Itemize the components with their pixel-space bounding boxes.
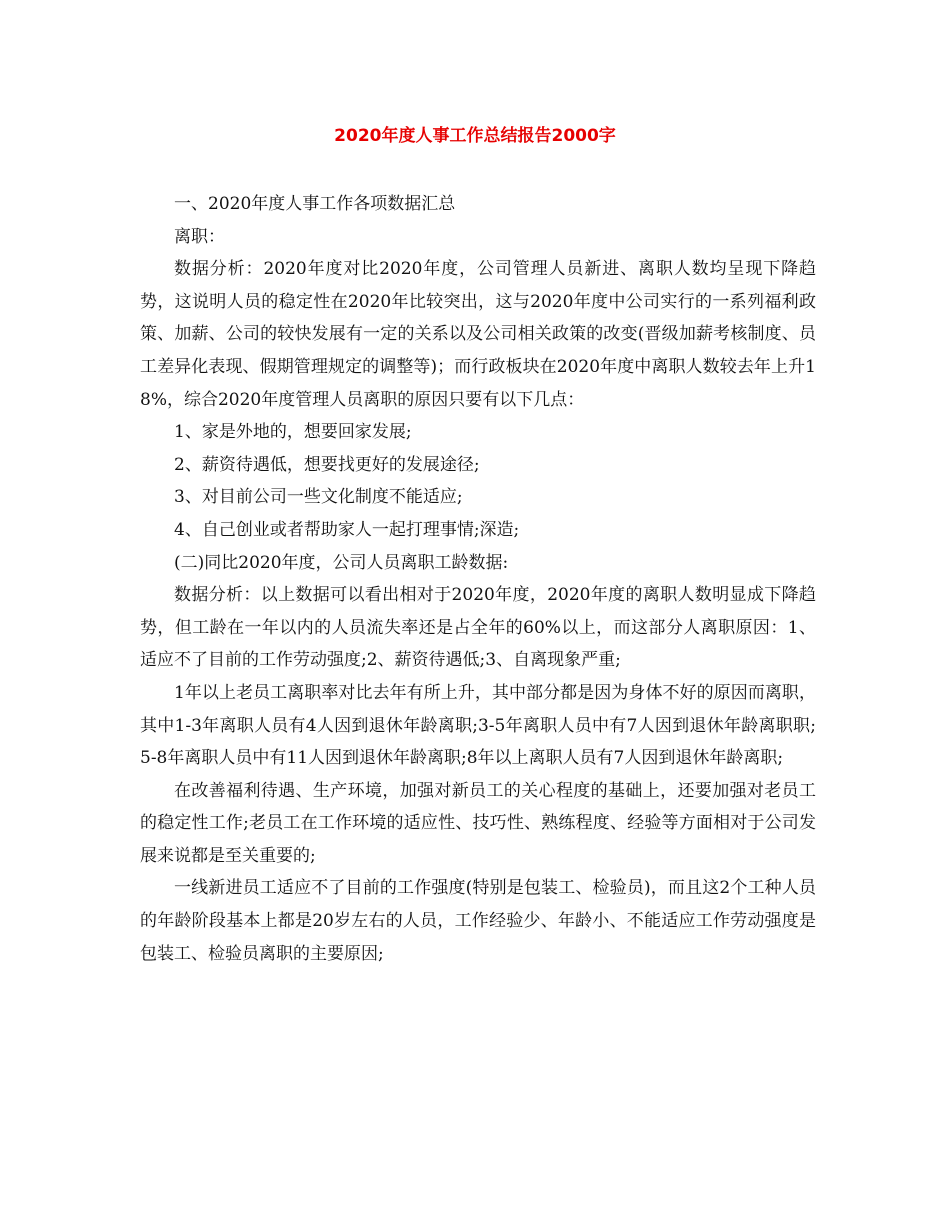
list-item: 1、家是外地的，想要回家发展;	[174, 422, 412, 443]
subsection-heading: (二)同比2020年度，公司人员离职工龄数据:	[174, 552, 509, 573]
paragraph: 数据分析：以上数据可以看出相对于2020年度，2020年度的离职人数明显成下降趋势，但工龄在一年以内的人员流失率还是占全年的60%以上，而这部分人离职原因：1、适应不了目前的工作劳动强度;2、薪资待遇低;3、自离现象严重;	[140, 585, 816, 671]
section-heading: 一、2020年度人事工作各项数据汇总	[174, 194, 456, 214]
paragraph: 数据分析：2020年度对比2020年度，公司管理人员新进、离职人数均呈现下降趋势，这说明人员的稳定性在2020年比较突出，这与2020年度中公司实行的一系列福利政策、加薪、公司的较快发展有一定的关系以及公司相关政策的改变(晋级加薪考核制度、员工差异化表现、假期管理规定的调整等)；而行政板块在2020年度中离职人数较去年上升18%，综合2020年度管理人员离职的原因只要有以下几点：	[140, 259, 816, 410]
list-item: 2、薪资待遇低，想要找更好的发展途径;	[174, 454, 480, 475]
list-item: 4、自己创业或者帮助家人一起打理事情;深造;	[174, 519, 520, 540]
subsection-label: 离职：	[174, 226, 225, 247]
document-body	[140, 188, 816, 970]
document-title: 2020年度人事工作总结报告2000字	[334, 126, 616, 146]
paragraph: 一线新进员工适应不了目前的工作强度(特别是包装工、检验员)，而且这2个工种人员的年龄阶段基本上都是20岁左右的人员，工作经验少、年龄小、不能适应工作劳动强度是包装工、检验员离职的主要原因;	[140, 878, 816, 964]
paragraph: 1年以上老员工离职率对比去年有所上升，其中部分都是因为身体不好的原因而离职，其中1-3年离职人员有4人因到退休年龄离职;3-5年离职人员中有7人因到退休年龄离职职;5-8年离职人员中有11人因到退休年龄离职;8年以上离职人员有7人因到退休年龄离职;	[140, 682, 816, 769]
paragraph: 在改善福利待遇、生产环境，加强对新员工的关心程度的基础上，还要加强对老员工的稳定性工作;老员工在工作环境的适应性、技巧性、熟练程度、经验等方面相对于公司发展来说都是至关重要的;	[140, 780, 816, 866]
list-item: 3、对目前公司一些文化制度不能适应;	[174, 487, 463, 508]
